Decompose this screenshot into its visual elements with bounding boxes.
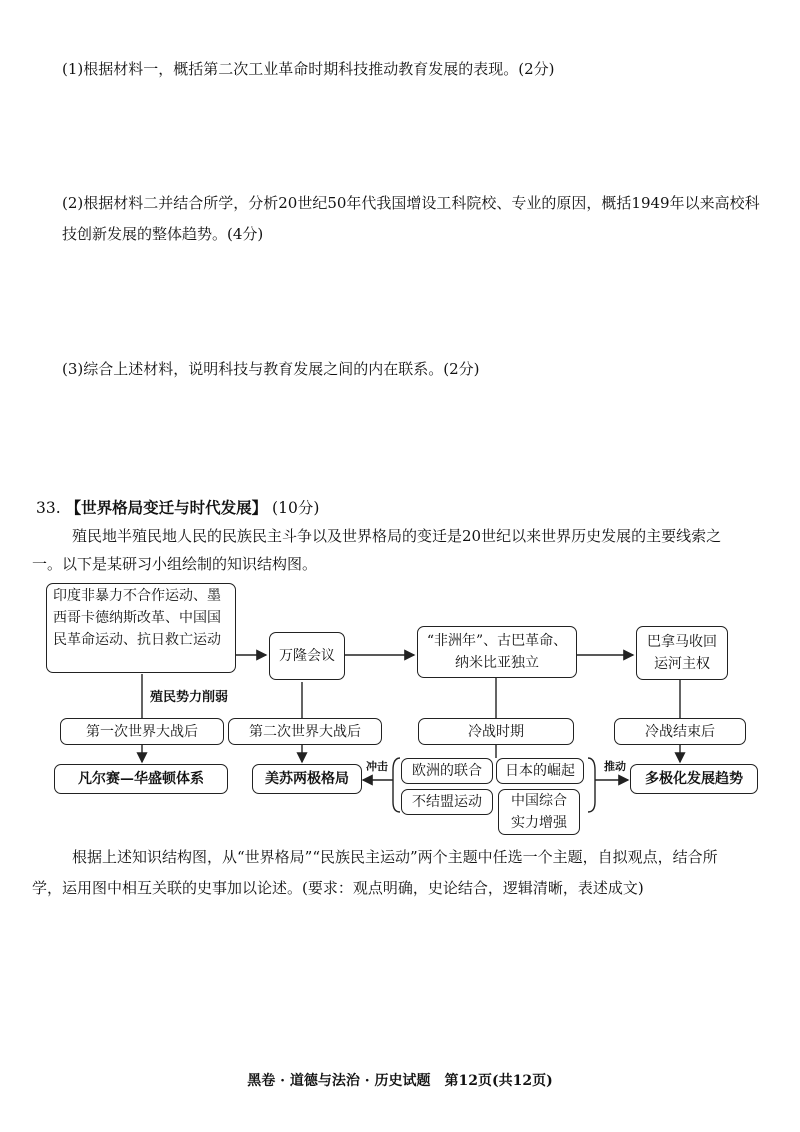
multipolar-box: 多极化发展趋势	[630, 764, 758, 794]
edge-label-colonial: 殖民势力削弱	[150, 690, 229, 705]
page-footer: 黑卷 · 道德与法治 · 历史试题 第12页(共12页)	[247, 1073, 553, 1089]
question-33-number: 33.	[36, 499, 61, 517]
period-post-cold-war: 冷战结束后	[614, 718, 746, 745]
question-1: (1)根据材料一，概括第二次工业革命时期科技推动教育发展的表现。(2分)	[62, 60, 555, 78]
factor-non-aligned: 不结盟运动	[401, 789, 493, 815]
bipolar-box: 美苏两极格局	[252, 764, 362, 794]
period-cold-war: 冷战时期	[418, 718, 574, 745]
movements-box: 印度非暴力不合作运动、墨西哥卡德纳斯改革、中国国民革命运动、抗日救亡运动	[46, 583, 236, 673]
question-33-title: 【世界格局变迁与时代发展】	[65, 498, 268, 517]
factor-china: 中国综合实力增强	[498, 789, 580, 835]
period-ww1: 第一次世界大战后	[60, 718, 224, 745]
bandung-conference-box: 万隆会议	[269, 632, 345, 680]
question-2: (2)根据材料二并结合所学，分析20世纪50年代我国增设工科院校、专业的原因，概括1949年以来高校科技创新发展的整体趋势。(4分)	[62, 194, 760, 243]
factor-japan: 日本的崛起	[496, 758, 584, 784]
question-33-heading	[36, 494, 319, 522]
period-ww2: 第二次世界大战后	[228, 718, 382, 745]
question-33-intro: 殖民地半殖民地人民的民族民主斗争以及世界格局的变迁是20世纪以来世界历史发展的主要线索之一。以下是某研习小组绘制的知识结构图。	[32, 527, 722, 573]
question-33-prompt: 根据上述知识结构图，从“世界格局”“民族民主运动”两个主题中任选一个主题，自拟观点，结合所学，运用图中相互关联的史事加以论述。(要求：观点明确，史论结合，逻辑清晰，表述成文)	[32, 848, 718, 897]
label-impact: 冲击	[366, 760, 388, 773]
panama-canal-box: 巴拿马收回运河主权	[636, 626, 728, 680]
factor-europe: 欧洲的联合	[401, 758, 493, 784]
label-push: 推动	[604, 760, 626, 773]
versailles-washington-box: 凡尔赛—华盛顿体系	[54, 764, 228, 794]
question-3: (3)综合上述材料，说明科技与教育发展之间的内在联系。(2分)	[62, 360, 480, 378]
africa-year-box: “非洲年”、古巴革命、纳米比亚独立	[417, 626, 577, 678]
question-33-score: (10分)	[272, 499, 320, 517]
